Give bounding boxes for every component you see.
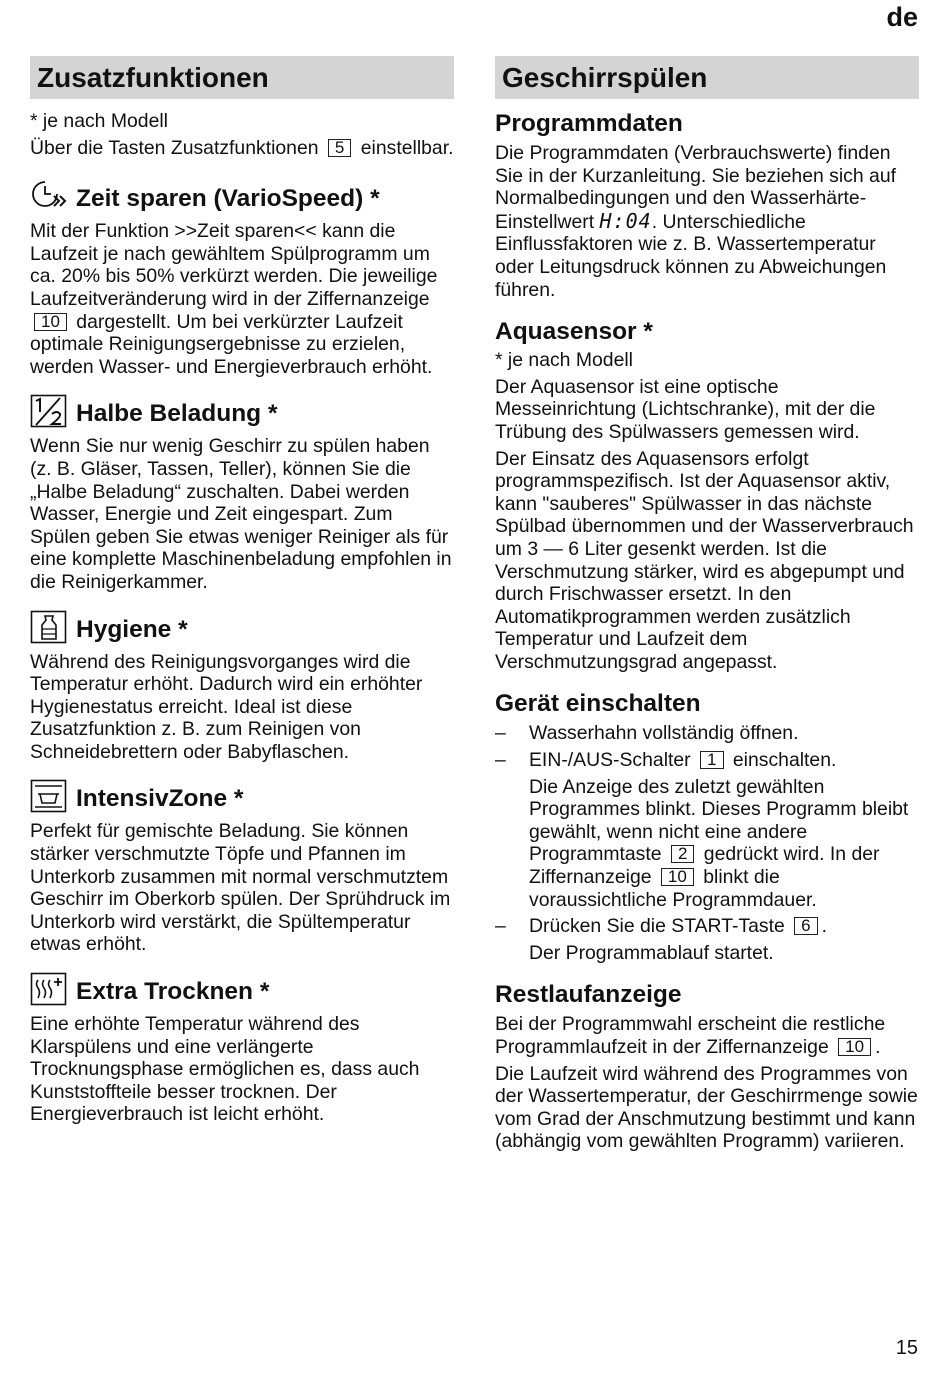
zeit-sparen-text — [30, 220, 454, 378]
extra-trocknen-title: Extra Trocknen * — [76, 978, 270, 1006]
dash-marker: – — [495, 915, 506, 938]
halbe-beladung-title: Halbe Beladung * — [76, 400, 278, 428]
step-2-detail-a: Die Anzeige des zuletzt gewählten Programmes blinkt. Dieses Programm bleibt gewählt, wenn nicht eine andere Programmtaste — [529, 775, 909, 866]
key-ref-6: 6 — [794, 917, 817, 935]
step-1-text: Wasserhahn vollständig öffnen. — [529, 722, 799, 745]
intro-text — [30, 137, 454, 160]
clock-fast-icon — [30, 179, 68, 213]
step-2-text-a: EIN-/AUS-Schalter — [529, 749, 697, 772]
aquasensor-title: Aquasensor * — [495, 318, 653, 346]
step-item — [495, 722, 919, 745]
einschalten-steps — [495, 722, 919, 964]
hygiene-title: Hygiene * — [76, 615, 188, 643]
halbe-beladung-text: Wenn Sie nur wenig Geschirr zu spülen haben (z. B. Gläser, Tassen, Teller), können Sie die „Halbe Beladung“ zuschalten. Dabei werden Wasser, Energie und Zeit eingespart. Zum Spülen geben Sie etwas weniger Reiniger als für eine komplette Maschinenbeladung empfohlen in die Reinigerkammer. — [30, 435, 452, 593]
restlauf-text-b: . — [875, 1036, 881, 1058]
extra-trocknen-heading — [30, 972, 454, 1006]
model-note: * je nach Modell — [30, 110, 168, 132]
key-ref-10: 10 — [661, 868, 694, 886]
intensivzone-title: IntensivZone * — [76, 785, 244, 813]
extra-trocknen-text: Eine erhöhte Temperatur während des Klarspülens und eine verlängerte Trocknungsphase ermöglichen es, dass auch Kunststoffteile besser trocknen. Der Energieverbrauch ist leicht erhöht. — [30, 1013, 420, 1126]
step-item — [495, 915, 919, 964]
key-ref-2: 2 — [671, 845, 694, 863]
restlauf-text-a: Bei der Programmwahl erscheint die restliche Programmlaufzeit in der Ziffernanzeige — [495, 1013, 886, 1058]
zeit-sparen-text-a: Mit der Funktion >>Zeit sparen<< kann die Laufzeit je nach gewähltem Spülprogramm um ca. 20% bis 50% verkürzt werden. Die jeweilige Laufzeitveränderung wird in der Ziffernanzeige — [30, 220, 438, 310]
left-column — [30, 56, 454, 1126]
intensivzone-text: Perfekt für gemischte Beladung. Sie können stärker verschmutzte Töpfe und Pfannen im Unterkorb zusammen mit normal verschmutztem Geschirr im Oberkorb spülen. Der Sprühdruck im Unterkorb wird verstärkt, die Spültemperatur etwas erhöht. — [30, 820, 451, 956]
restlaufanzeige-text-1 — [495, 1013, 919, 1058]
step-item — [495, 749, 919, 911]
dash-marker: – — [495, 749, 506, 772]
step-2-detail-c: blinkt die voraussichtliche Programmdauer. — [529, 866, 817, 911]
zeit-sparen-title: Zeit sparen (VarioSpeed) * — [76, 185, 380, 213]
programmdaten-title: Programmdaten — [495, 110, 683, 137]
section-title-zusatzfunktionen: Zusatzfunktionen — [30, 56, 454, 99]
key-ref-10: 10 — [34, 313, 67, 331]
page-number: 15 — [895, 1337, 918, 1359]
key-ref-10: 10 — [838, 1038, 871, 1056]
language-tag: de — [886, 2, 918, 32]
step-3-text-b: . — [821, 915, 828, 938]
intro-text-a: Über die Tasten Zusatzfunktionen — [30, 136, 324, 159]
key-ref-1: 1 — [700, 751, 723, 769]
key-ref-5: 5 — [328, 139, 351, 157]
step-2-detail-b: gedrückt wird. In der Ziffernanzeige — [529, 843, 880, 889]
lcd-value: H:04 — [599, 208, 652, 233]
hygiene-text: Während des Reinigungsvorganges wird die Temperatur erhöht. Dadurch wird ein erhöhter Hygienestatus erreicht. Ideal ist diese Zusatzfunktion z. B. zum Reinigen von Schneidebrettern oder Babyflaschen. — [30, 650, 423, 763]
programmdaten-text — [495, 142, 919, 301]
step-2-detail — [529, 776, 919, 912]
intro-text-b: einstellbar. — [355, 136, 454, 159]
intensive-zone-icon — [30, 779, 68, 813]
extra-dry-icon — [30, 972, 68, 1006]
zeit-sparen-heading — [30, 179, 454, 213]
intensivzone-heading — [30, 779, 454, 813]
programmdaten-text-b: . Unterschiedliche Einflussfaktoren wie z. B. Wassertemperatur oder Leitungsdruck können zu Abweichungen führen. — [495, 210, 887, 301]
hygiene-heading — [30, 610, 454, 644]
half-load-icon — [30, 394, 68, 428]
aquasensor-text-2: Der Einsatz des Aquasensors erfolgt programmspezifisch. Ist der Aquasensor aktiv, kann "sauberes" Spülwasser in das nächste Spülbad übernommen und der Wasserverbrauch um 3 — 6 Liter gesenkt werden. Ist die Verschmutzung stärker, wird es abgepumpt und durch Frischwasser ersetzt. In den Automatikprogrammen werden zusätzlich Temperatur und Laufzeit dem Verschmutzungsgrad angepasst. — [495, 447, 914, 673]
restlaufanzeige-title: Restlaufanzeige — [495, 981, 682, 1009]
step-3-detail: Der Programmablauf startet. — [529, 941, 774, 964]
halbe-beladung-heading — [30, 394, 454, 428]
hygiene-bottle-icon — [30, 610, 68, 644]
restlaufanzeige-text-2: Die Laufzeit wird während des Programmes von der Wassertemperatur, der Geschirrmenge sowie vom Grad der Anschmutzung bestimmt und kann (abhängig vom gewählten Programm) variieren. — [495, 1062, 918, 1153]
dash-marker: – — [495, 722, 506, 745]
step-2-text-b: einschalten. — [727, 749, 837, 772]
right-column — [495, 56, 919, 1153]
programmdaten-text-a: Die Programmdaten (Verbrauchswerte) finden Sie in der Kurzanleitung. Sie beziehen sich auf Normalbedingungen und den Wasserhärte-Einstellwert — [495, 142, 896, 233]
aquasensor-text-1: Der Aquasensor ist eine optische Messeinrichtung (Lichtschranke), mit der die Trübung des Spülwassers gemessen wird. — [495, 375, 876, 443]
step-3-text-a: Drücken Sie die START-Taste — [529, 915, 791, 938]
section-title-geschirrspuelen: Geschirrspülen — [495, 56, 919, 99]
geraet-einschalten-title: Gerät einschalten — [495, 690, 701, 718]
zeit-sparen-text-b: dargestellt. Um bei verkürzter Laufzeit optimale Reinigungsergebnisse zu erzielen, werden Wasser- und Energieverbrauch erhöht. — [30, 310, 433, 378]
aquasensor-note: * je nach Modell — [495, 349, 633, 372]
